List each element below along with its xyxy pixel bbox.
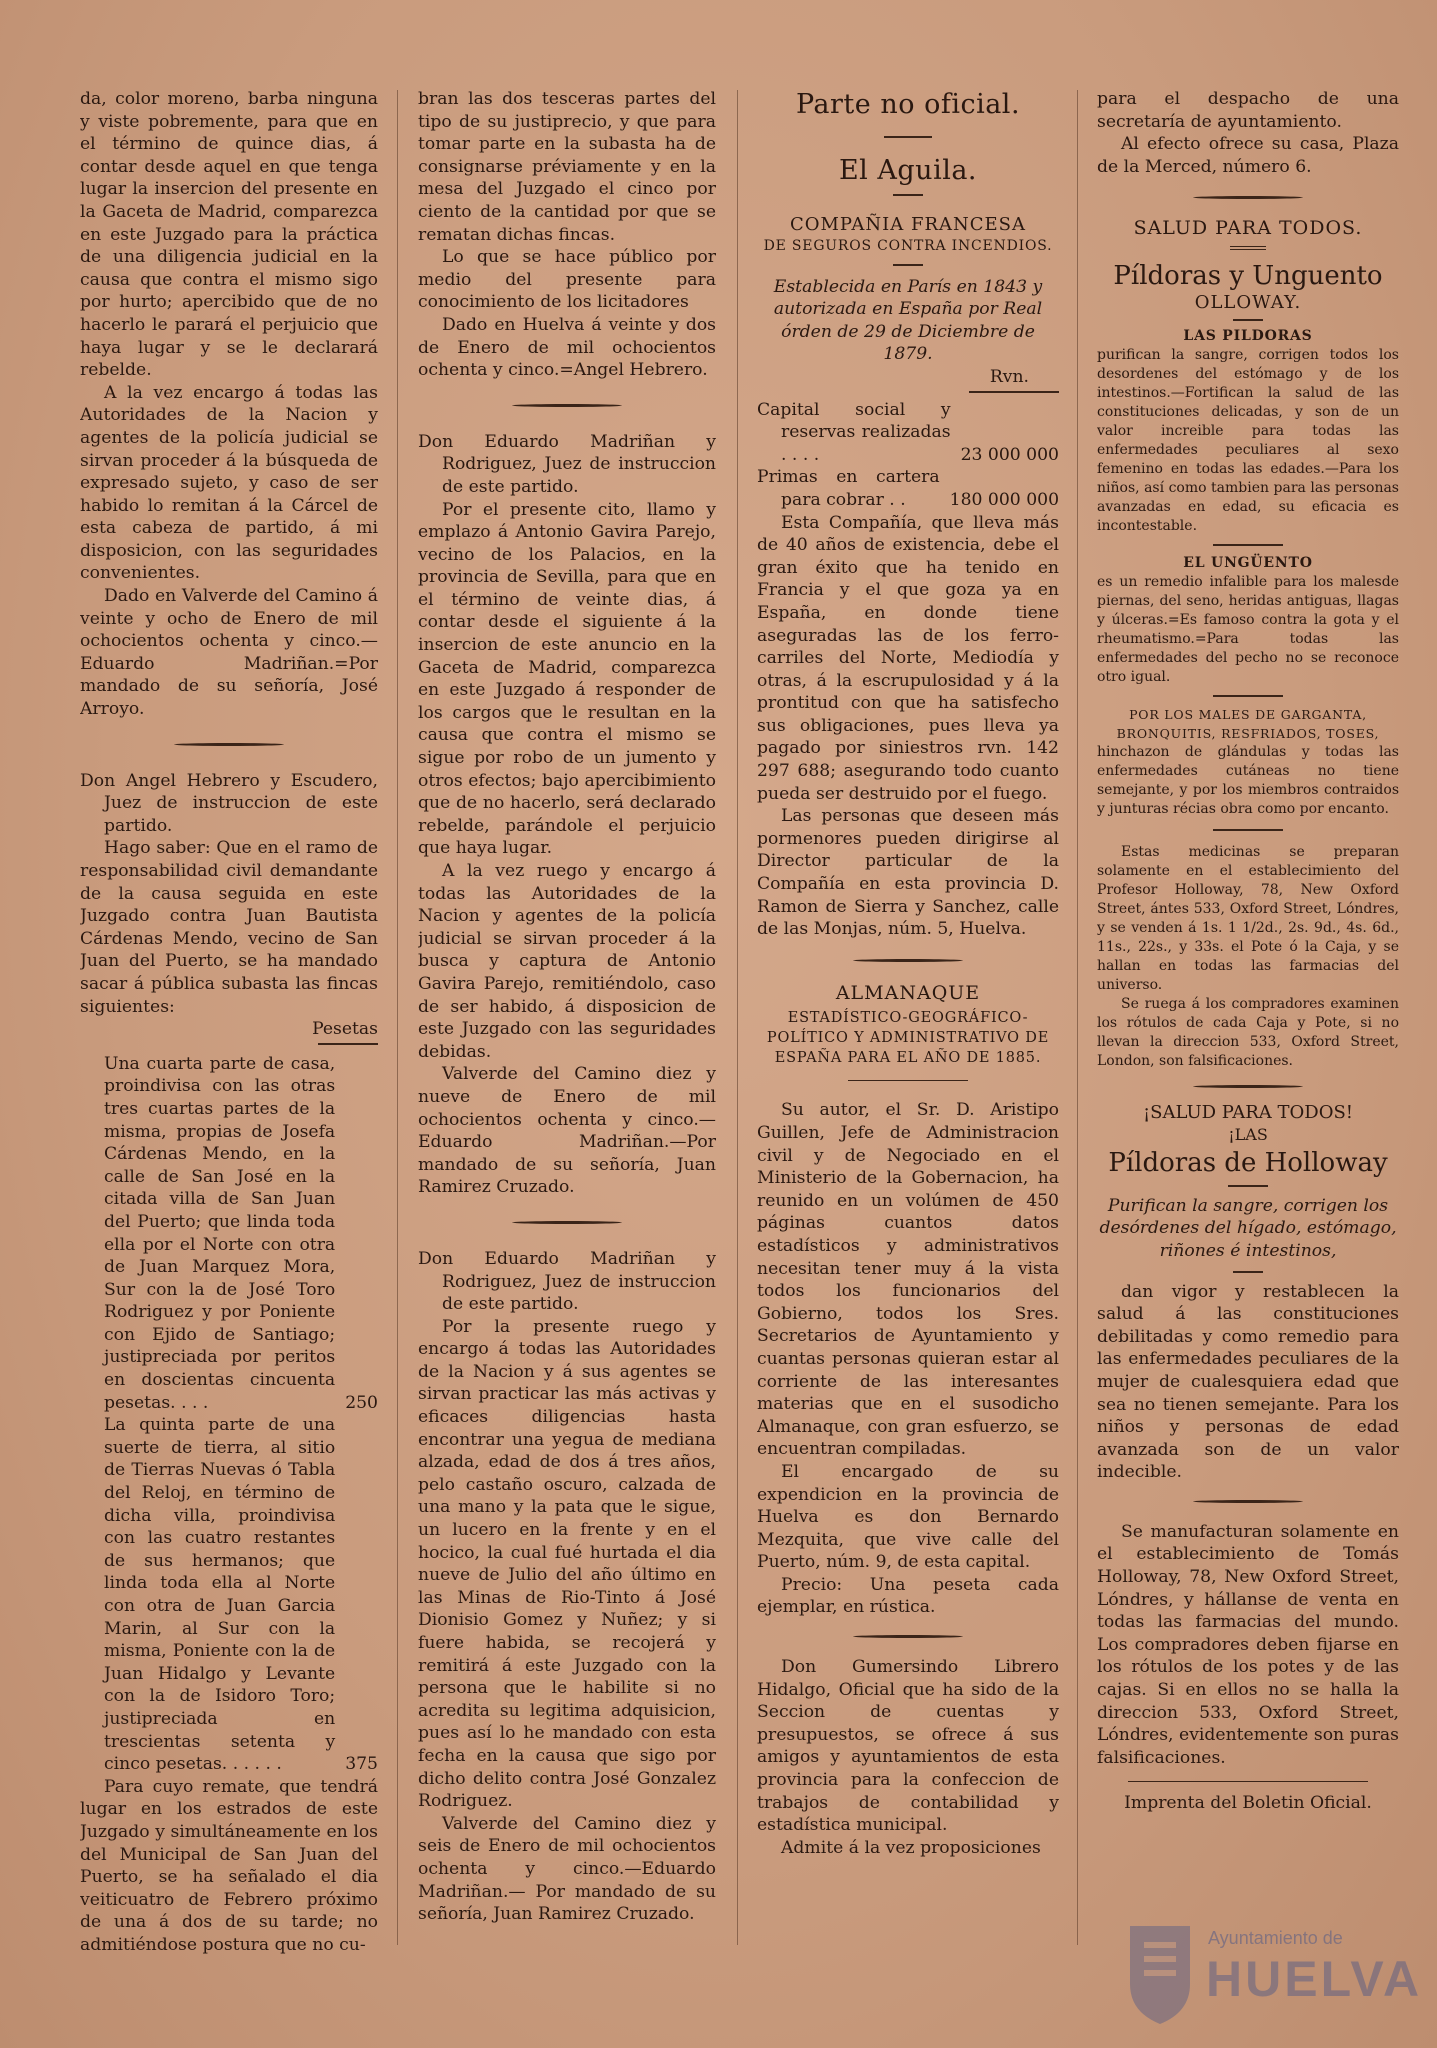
divider xyxy=(1230,246,1266,250)
paragraph: purifican la sangre, corrigen todos los desordenes del estómago y de los intestinos.—Fortifican la salud de las constituciones delicadas, y son de un valor increible para todas las enfermedades peculiares al sexo femenino en todas las edades.—Para los niños, así como tambien para las personas avanzadas en edad, su eficacia es incontestable. xyxy=(1097,346,1399,534)
paragraph: Valverde del Camino diez y seis de Enero de mil ochocientos ochenta y cinco.—Eduardo Madriñan.— Por mandado de su señoría, Juan Ramirez Cruzado. xyxy=(418,1813,716,1925)
divider xyxy=(1213,829,1283,831)
subheading: LAS PILDORAS xyxy=(1183,327,1313,344)
item-amount: 250 xyxy=(345,1392,378,1413)
divider xyxy=(893,194,923,196)
divider xyxy=(969,391,1059,393)
paragraph: Para cuyo remate, que tendrá lugar en los estrados de este Juzgado y simultáneamente en los del Municipal de San Juan del Puerto, se ha señalado el dia veiticuatro de Febrero próximo de una á dos de su tarde; no admitiéndose postura que no cu- xyxy=(80,1776,378,1955)
capital-label: Capital social y reservas realizadas . . . . xyxy=(757,399,951,465)
paragraph: Al efecto ofrece su casa, Plaza de la Merced, número 6. xyxy=(1097,134,1399,177)
column-4 xyxy=(1097,88,1399,1815)
paragraph: Se ruega á los compradores examinen los rótulos de cada Caja y Pote, si no llevan la direccion 533, Oxford Street, London, son falsificaciones. xyxy=(1097,995,1399,1069)
column-rule xyxy=(737,90,738,1945)
list-item xyxy=(80,1414,378,1776)
divider xyxy=(318,1043,378,1045)
ad-heading: SALUD PARA TODOS. xyxy=(1133,217,1363,240)
paragraph: Su autor, el Sr. D. Aristipo Guillen, Jefe de Administracion civil y de Negociado en el Ministerio de la Gobernacion, ha reunido en un volúmen de 450 páginas cuantos datos estadísticos y administrativos necesitan tener muy á la vista todos los funcionarios del Gobierno, todos los Sres. Secretarios de Ayuntamiento y cuantas personas quieran estar al corriente de las interesantes materias que en el susodicho Almanaque, con gran esfuerzo, se encuentran compiladas. xyxy=(757,1100,1059,1460)
company-name: COMPAÑIA FRANCESA xyxy=(789,214,1027,235)
watermark-org: Ayuntamiento de xyxy=(1208,1928,1343,1948)
paragraph: El encargado de su expendicion en la provincia de Huelva es don Bernardo Mezquita, que vive calle del Puerto, núm. 9, de esta capital. xyxy=(757,1461,1059,1573)
paragraph: Se manufacturan solamente en el establecimiento de Tomás Holloway, 78, New Oxford Street, Lóndres, y hállanse de venta en todas las farmacias del mundo. Los compradores deben fijarse en los rótulos de los potes y de las cajas. Si en ellos no se halla la direccion 533, Oxford Street, Lóndres, evidentemente son puras falsificaciones. xyxy=(1097,1521,1399,1768)
paragraph: Las personas que deseen más pormenores pueden dirigirse al Director particular de la Compañía en esta provincia D. Ramon de Sierra y Sanchez, calle de las Monjas, núm. 5, Huelva. xyxy=(757,806,1059,940)
paragraph: Lo que se hace público por medio del presente para conocimiento de los licitadores xyxy=(418,247,716,313)
paragraph: Hago saber: Que en el ramo de responsabilidad civil demandante de la causa seguida en este Juzgado contra Juan Bautista Cárdenas Mendo, vecino de San Juan del Puerto, se ha mandado sacar á pública subasta las fincas siguientes: xyxy=(80,838,378,1017)
almanac-title: ALMANAQUE xyxy=(835,981,981,1004)
paragraph: dan vigor y restablecen la salud á las constituciones debilitadas y como remedio para las enfermedades peculiares de la mujer de cualesquiera edad que sea no tienen semejante. Para los niños y personas de edad avanzada son de un valor indecible. xyxy=(1097,1281,1399,1483)
archive-watermark xyxy=(1120,1920,1423,2030)
divider xyxy=(1213,544,1283,546)
paragraph: Dado en Valverde del Camino á veinte y ocho de Enero de mil ochocientos ochenta y cinco.— Eduardo Madriñan.=Por mandado de su señoría, José Arroyo. xyxy=(80,586,378,720)
item-text: La quinta parte de una suerte de tierra, al sitio de Tierras Nuevas ó Tabla del Reloj, en término de dicha villa, proindivisa con las cuatro restantes de sus hermanos; que linda toda ella al Norte con otra de Juan Garcia Marin, al Sur con la misma, Poniente con la de Juan Hidalgo y Levante con la de Isidoro Toro; justipreciada en trescientas setenta y cinco pesetas. . . . . . xyxy=(104,1415,336,1775)
paragraph: da, color moreno, barba ninguna y viste pobremente, para que en el término de quince dias, á contar desde aquel en que tenga lugar la insercion del presente en la Gaceta de Madrid, comparezca en este Juzgado para la práctica de una diligencia judicial en la causa que contra el mismo sigo por hurto; apercibido que de no hacerlo le parará el perjuicio que haya lugar y se le declarará rebelde. xyxy=(80,89,378,381)
column-2 xyxy=(418,88,716,1926)
section-divider xyxy=(1193,1085,1303,1088)
ad-brand: OLLOWAY. xyxy=(1194,291,1302,313)
paragraph: Por el presente cito, llamo y emplazo á Antonio Gavira Parejo, vecino de los Palacios, en la provincia de Sevilla, para que en el término de veinte dias, á contar desde el siguiente á la insercion de este anuncio en la Gaceta de Madrid, comparezca en este Juzgado á responder de los cargos que le resultan en la causa que contra el mismo se sigue por robo de un jumento y otros efectos; bajo apercibimiento que de no hacerlo, será declarado rebelde, parándole el perjuicio que haya lugar. xyxy=(418,499,716,859)
column-3 xyxy=(757,88,1059,1859)
ad-heading: ¡SALUD PARA TODOS! xyxy=(1142,1101,1354,1123)
paragraph: Admite á la vez proposiciones xyxy=(781,1837,1041,1858)
paragraph: Precio: Una peseta cada ejemplar, en rústica. xyxy=(757,1574,1059,1618)
primas-row xyxy=(757,466,1059,511)
section-divider xyxy=(512,404,622,407)
divider xyxy=(1228,1185,1268,1187)
subheading: POR LOS MALES DE GARGANTA, BRONQUITIS, RESFRIADOS, TOSES, xyxy=(1116,706,1380,741)
almanac-subtitle: ESTADÍSTICO-GEOGRÁFICO-POLÍTICO Y ADMINISTRATIVO DE ESPAÑA PARA EL AÑO DE 1885. xyxy=(766,1010,1050,1067)
ad-tagline: Purifican la sangre, corrigen los desórdenes del hígado, estómago, riñones é intestinos, xyxy=(1099,1195,1397,1261)
notice-heading: Don Eduardo Madriñan y Rodriguez, Juez de instruccion de este partido. xyxy=(418,431,716,497)
capital-amount: 23 000 000 xyxy=(960,444,1059,465)
paragraph: Dado en Huelva á veinte y dos de Enero de mil ochocientos ochenta y cinco.=Angel Hebrero. xyxy=(418,314,716,381)
divider xyxy=(1128,1781,1368,1782)
divider xyxy=(1213,695,1283,697)
ad-prefix: ¡LAS xyxy=(1228,1125,1268,1145)
section-title: Parte no oficial. xyxy=(795,89,1021,120)
subheading: EL UNGÜENTO xyxy=(1183,554,1313,571)
divider xyxy=(1233,319,1263,321)
primas-amount: 180 000 000 xyxy=(949,489,1059,510)
item-amount: 375 xyxy=(345,1754,378,1775)
watermark-city: HUELVA xyxy=(1206,1951,1423,2007)
paragraph: Valverde del Camino diez y nueve de Enero de mil ochocientos ochenta y cinco.—Eduardo Madriñan.—Por mandado de su señoría, Juan Ramirez Cruzado. xyxy=(418,1064,716,1198)
establishment-note: Establecida en París en 1843 y autorizada en España por Real órden de 29 de Diciembre de 1879. xyxy=(773,276,1043,365)
ad-title: Píldoras de Holloway xyxy=(1108,1147,1388,1178)
company-subtitle: DE SEGUROS CONTRA INCENDIOS. xyxy=(763,237,1053,254)
company-title: El Aguila. xyxy=(838,155,978,186)
primas-label: Primas en cartera para cobrar . . xyxy=(757,467,940,510)
paragraph: es un remedio infalible para los malesde piernas, del seno, heridas antiguas, llagas y úlceras.=Es famoso contra la gota y el rheumatismo.=Para todas las enfermedades del pecho no se reconoce otro igual. xyxy=(1097,573,1399,685)
section-divider xyxy=(853,959,963,962)
notice-heading: Don Angel Hebrero y Escudero, Juez de instruccion de este partido. xyxy=(80,770,378,836)
paragraph: A la vez encargo á todas las Autoridades de la Nacion y agentes de la policía judicial se sirvan proceder á la búsqueda de expresado sujeto, y caso de ser habido lo remitan á la Cárcel de esta cabeza de partido, á mi disposicion, con las seguridades convenientes. xyxy=(80,382,378,584)
paragraph: bran las dos tesceras partes del tipo de su justiprecio, y que para tomar parte en la subasta ha de consignarse préviamente y en la mesa del Juzgado el cinco por ciento de la cantidad por que se rematan dichas fincas. xyxy=(418,89,716,245)
paragraph: para el despacho de una secretaría de ayuntamiento. xyxy=(1097,89,1399,132)
currency-label: Rvn. xyxy=(989,366,1029,387)
notice-heading: Don Eduardo Madriñan y Rodriguez, Juez de instruccion de este partido. xyxy=(418,1248,716,1315)
paragraph: A la vez ruego y encargo á todas las Autoridades de la Nacion y agentes de la policía judicial se sirvan proceder á la busca y captura de Antonio Gavira Parejo, remitiéndolo, caso de ser habido, á disposicion de este Juzgado con las seguridades debidas. xyxy=(418,861,716,1062)
column-rule xyxy=(397,90,398,1945)
paragraph: Esta Compañía, que lleva más de 40 años de existencia, debe el gran éxito que ha tenido en Francia y el que goza ya en España, en donde tiene aseguradas las de los ferro-carriles del Norte, Mediodía y otras, á la escrupulosidad y á la prontitud con que ha satisfecho sus obligaciones, pues lleva ya pagado por siniestros rvn. 142 297 688; asegurando todo cuanto pueda ser destruido por el fuego. xyxy=(757,512,1059,804)
ad-title: Píldoras y Unguento xyxy=(1113,260,1383,291)
pesetas-label: Pesetas xyxy=(312,1019,378,1040)
divider xyxy=(1233,1271,1263,1273)
list-item xyxy=(80,1053,378,1415)
paragraph: Don Gumersindo Librero Hidalgo, Oficial que ha sido de la Seccion de cuentas y presupuestos, se ofrece á sus amigos y ayuntamientos de esta provincia para la confeccion de trabajos de contabilidad y estadística municipal. xyxy=(757,1657,1059,1836)
paragraph: Estas medicinas se preparan solamente en el establecimiento del Profesor Holloway, 78, New Oxford Street, ántes 533, Oxford Street, Lóndres, y se venden á 1s. 1 1/2d., 2s. 9d., 4s. 6d., 11s., 22s., y 33s. el Pote ó la Caja, y se hallan en todas las farmacias del universo. xyxy=(1097,843,1399,993)
column-1 xyxy=(80,88,378,1957)
section-divider xyxy=(853,1635,963,1638)
divider xyxy=(884,136,932,138)
section-divider xyxy=(512,1221,622,1224)
divider xyxy=(893,264,923,266)
divider xyxy=(848,1080,968,1081)
paragraph: hinchazon de glándulas y todas las enfermedades cutáneas no tiene semejante, y por los miembros contraidos y junturas récias obra como por encanto. xyxy=(1097,743,1399,817)
section-divider xyxy=(1193,1500,1303,1503)
section-divider xyxy=(174,743,284,746)
paragraph: Por la presente ruego y encargo á todas las Autoridades de la Nacion y á sus agentes se sirvan practicar las más activas y eficaces diligencias hasta encontrar una yegua de mediana alzada, edad de dos á tres años, pelo castaño oscuro, calzada de una mano y la pata que le sigue, un lucero en la frente y en el hocico, la cual fué hurtada el dia nueve de Julio del año último en las Minas de Rio-Tinto á José Dionisio Gomez y Nuñez; y si fuere habida, se recojerá y remitirá á este Juzgado con la persona que le habilite si no acredita su legitima adquisicion, pues así lo he mandado con esta fecha en la causa que sigo por dicho delito contra José Gonzalez Rodriguez. xyxy=(418,1316,716,1812)
section-divider xyxy=(1193,196,1303,199)
imprint: Imprenta del Boletin Oficial. xyxy=(1124,1793,1372,1814)
item-text: Una cuarta parte de casa, proindivisa con las otras tres cuartas partes de la misma, propias de Josefa Cárdenas Mendo, en la calle de San José en la citada villa de San Juan del Puerto; que linda toda ella por el Norte con otra de Juan Marquez Mora, Sur con la de José Toro Rodriguez y por Poniente con Ejido de Santiago; justipreciada por peritos en doscientas cincuenta pesetas. . . . xyxy=(104,1053,336,1413)
capital-row xyxy=(757,399,1059,467)
column-rule xyxy=(1077,90,1078,1945)
